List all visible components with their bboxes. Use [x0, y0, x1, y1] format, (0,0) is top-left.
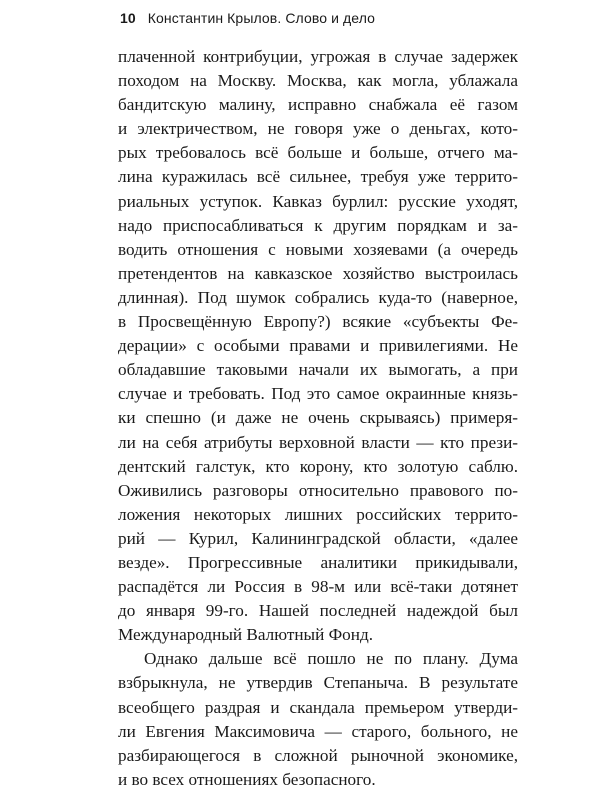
text-line: и во всех отношениях безопасного.	[118, 769, 376, 789]
text-line: водить отношения с новыми хозяевами (а очередь	[118, 239, 518, 259]
paragraph-1	[118, 45, 518, 647]
body-text	[118, 45, 518, 792]
text-line: взбрыкнула, не утвердив Степаныча. В результате	[118, 673, 518, 693]
text-line: обладавшие таковыми начали их вымогать, а при	[118, 360, 518, 380]
text-line: ки спешно (и даже не очень скрываясь) примеря-	[118, 408, 518, 428]
paragraph-2	[118, 647, 518, 792]
text-line: разбирающегося в сложной рыночной экономике,	[118, 745, 518, 765]
text-line: рий — Курил, Калининградской области, «далее	[118, 528, 518, 548]
text-line: распадётся ли Россия в 98-м или всё-таки дотянет	[118, 577, 518, 597]
text-line: надо приспосабливаться к другим порядкам и за-	[118, 215, 518, 235]
text-line: до января 99-го. Нашей последней надеждой был	[118, 601, 518, 621]
running-title: Константин Крылов. Слово и дело	[147, 10, 376, 26]
text-line: ложения некоторых лишних российских террито-	[118, 504, 518, 524]
text-line: ли Евгения Максимовича — старого, больного, не	[118, 721, 518, 741]
text-line: Оживились разговоры относительно правового по-	[118, 480, 518, 500]
text-line: везде». Прогрессивные аналитики прикидывали,	[118, 552, 518, 572]
text-line: случае и требовать. Под это самое окраинные князь-	[118, 384, 518, 404]
text-line: претендентов на кавказское хозяйство выстроилась	[118, 263, 518, 283]
text-line: всеобщего раздрая и скандала премьером утверди-	[118, 697, 518, 717]
text-line: риальных уступок. Кавказ бурлил: русские уходят,	[118, 191, 518, 211]
text-line: рых требовалось всё больше и больше, отчего ма-	[118, 143, 518, 163]
text-line: дентский галстук, кто корону, кто золотую саблю.	[118, 456, 518, 476]
text-line: и электричеством, не говоря уже о деньгах, кото-	[118, 119, 518, 139]
text-line: в Просвещённую Европу?) всякие «субъекты Фе-	[118, 312, 518, 332]
running-head	[120, 10, 375, 26]
text-line: длинная). Под шумок собрались куда-то (наверное,	[118, 287, 518, 307]
text-line: Однако дальше всё пошло не по плану. Дума	[144, 649, 518, 669]
page-number: 10	[120, 10, 136, 26]
text-line: Международный Валютный Фонд.	[118, 625, 374, 645]
text-line: ли на себя атрибуты верховной власти — кто прези-	[118, 432, 518, 452]
text-line: лина куражилась всё сильнее, требуя уже террито-	[118, 167, 518, 187]
text-line: походом на Москву. Москва, как могла, ублажала	[118, 71, 518, 91]
text-line: бандитскую малину, исправно снабжала её газом	[118, 95, 518, 115]
text-line: плаченной контрибуции, угрожая в случае задержек	[118, 47, 518, 66]
text-line: дерации» с особыми правами и привилегиями. Не	[118, 336, 518, 356]
